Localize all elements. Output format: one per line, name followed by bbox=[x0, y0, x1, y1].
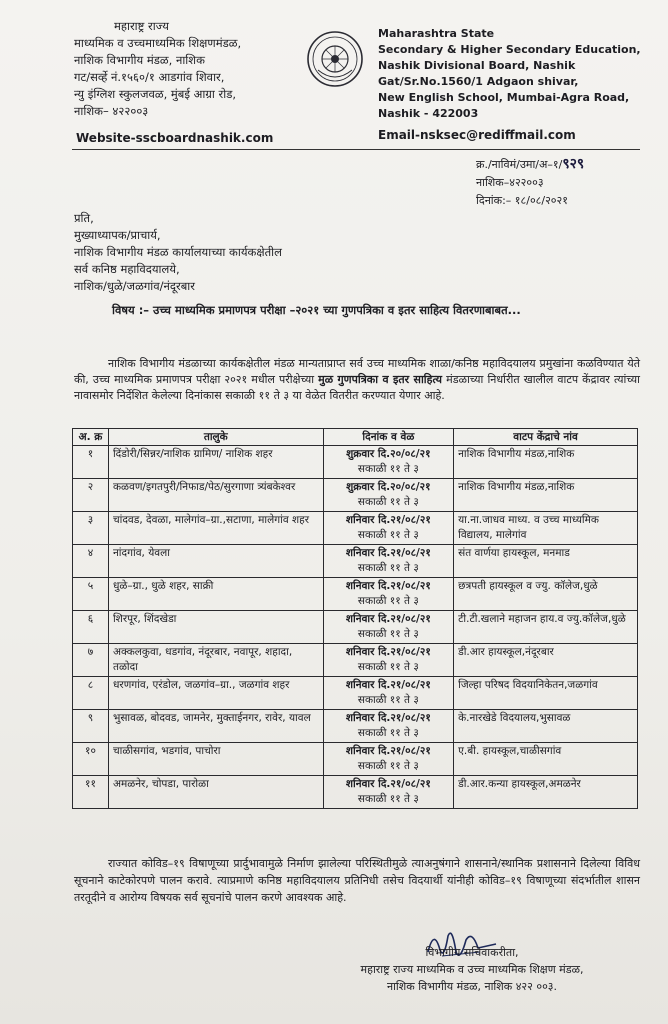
board-seal-icon bbox=[306, 30, 364, 88]
footer-text: राज्यात कोविड–१९ विषाणूच्या प्रार्दुभावामुळे निर्माण झालेल्या परिस्थितीमुळे त्याअनुषंगाने शासनाने/स्थानिक प्रशासनाने दिलेल्या विविध सूचनाने काटेकोरपणे पालन करावे. त्याप्रमाणे कनिष्ठ महाविदयालय प्रतिनिधी तसेच विदयार्थी यांनीही कोविड–१९ विषाणूच्या संदर्भातील शासन तरतूदीने व आरोग्य विषयक सर्व सूचनांचे पालन करणे आवश्यक आहे. bbox=[74, 857, 640, 904]
cell-date-time bbox=[323, 578, 453, 611]
cell-time: सकाळी ११ ते ३ bbox=[357, 760, 419, 772]
cell-serial: ५ bbox=[73, 578, 109, 611]
cell-date-time bbox=[323, 644, 453, 677]
cell-talukas: अमळनेर, चोपडा, पारोळा bbox=[108, 776, 323, 809]
cell-serial: ३ bbox=[73, 512, 109, 545]
cell-center: के.नारखेडे विदयालय,भुसावळ bbox=[454, 710, 638, 743]
signature-line2: महाराष्ट्र राज्य माध्यमिक व उच्च माध्यमिक शिक्षण मंडळ, bbox=[360, 963, 584, 976]
cell-date-time bbox=[323, 479, 453, 512]
cell-center: डी.आर हायस्कूल,नंदूरबार bbox=[454, 644, 638, 677]
cell-talukas: नांदगांव, येवला bbox=[108, 545, 323, 578]
website-link[interactable]: Website-sscboardnashik.com bbox=[76, 131, 274, 145]
cell-talukas: चाळीसगांव, भडगांव, पाचोरा bbox=[108, 743, 323, 776]
cell-time: सकाळी ११ ते ३ bbox=[357, 628, 419, 640]
address-line2-en: New English School, Mumbai-Agra Road, bbox=[378, 91, 630, 104]
cell-serial: १ bbox=[73, 446, 109, 479]
cell-date-time bbox=[323, 512, 453, 545]
addressee-block bbox=[74, 210, 282, 295]
cell-date: शुक्रवार दि.२०/०८/२१ bbox=[346, 481, 431, 493]
cell-center: टी.टी.खलाने महाजन हाय.व ज्यु.कॉलेज,धुळे bbox=[454, 611, 638, 644]
table-row bbox=[73, 776, 638, 809]
table-row bbox=[73, 710, 638, 743]
cell-time: सकाळी ११ ते ३ bbox=[357, 793, 419, 805]
table-row bbox=[73, 512, 638, 545]
cell-serial: ४ bbox=[73, 545, 109, 578]
board-name-mr: माध्यमिक व उच्चमाध्यमिक शिक्षणमंडळ, bbox=[74, 36, 242, 50]
addressee-line1: मुख्याध्यापक/प्राचार्य, bbox=[74, 228, 161, 242]
col-header-center: वाटप केंद्राचे नांव bbox=[454, 429, 638, 446]
reference-number-handwritten: ९२९ bbox=[562, 156, 585, 172]
cell-date-time bbox=[323, 776, 453, 809]
cell-time: सकाळी ११ ते ३ bbox=[357, 463, 419, 475]
cell-date: शुक्रवार दि.२०/०८/२१ bbox=[346, 448, 431, 460]
division-name-en: Nashik Divisional Board, Nashik bbox=[378, 59, 576, 72]
intro-paragraph bbox=[74, 356, 640, 404]
addressee-line4: नाशिक/धुळे/जळगांव/नंदूरबार bbox=[74, 279, 195, 293]
address-line2-mr: न्यु इंग्लिश स्कुलजवळ, मुंबई आग्रा रोड, bbox=[74, 87, 237, 101]
col-header-date: दिनांक व वेळ bbox=[323, 429, 453, 446]
cell-date-time bbox=[323, 743, 453, 776]
letterhead-english bbox=[378, 26, 658, 122]
cell-date: शनिवार दि.२१/०८/२१ bbox=[345, 514, 431, 526]
intro-text-1: नाशिक विभागीय मंडळाच्या कार्यकक्षेतील मंडळ मान्यताप्राप्त सर्व उच्च माध्यमिक शाळा/कनिष्ठ महाविदयालय प्रमुखांना कळविण्यात येते की, उच्च माध्यमिक प्रमाणपत्र परीक्षा २०२१ मधील परीक्षेच्या bbox=[74, 357, 640, 386]
cell-talukas: भुसावळ, बोदवड, जामनेर, मुक्ताईनगर, रावेर, यावल bbox=[108, 710, 323, 743]
address-line1-mr: गट/सर्व्हे नं.१५६०/१ आडगांव शिवार, bbox=[74, 70, 225, 84]
cell-date-time bbox=[323, 677, 453, 710]
addressee-line3: सर्व कनिष्ठ महाविदयालये, bbox=[74, 262, 180, 276]
reference-block bbox=[476, 155, 584, 210]
cell-date-time bbox=[323, 545, 453, 578]
table-row bbox=[73, 677, 638, 710]
signature-block bbox=[302, 944, 642, 995]
reference-date: दिनांक:– १८/०८/२०२१ bbox=[476, 194, 568, 207]
cell-time: सकाळी ११ ते ३ bbox=[357, 562, 419, 574]
cell-talukas: शिरपूर, शिंदखेडा bbox=[108, 611, 323, 644]
cell-center: ए.बी. हायस्कूल,चाळीसगांव bbox=[454, 743, 638, 776]
cell-talukas: धरणगांव, एरंडोल, जळगांव–ग्रा., जळगांव शहर bbox=[108, 677, 323, 710]
table-row bbox=[73, 578, 638, 611]
cell-date: शनिवार दि.२१/०८/२१ bbox=[345, 547, 431, 559]
cell-serial: ९ bbox=[73, 710, 109, 743]
cell-center: डी.आर.कन्या हायस्कूल,अमळनेर bbox=[454, 776, 638, 809]
footer-paragraph bbox=[74, 855, 640, 906]
reference-place: नाशिक–४२२००३ bbox=[476, 176, 544, 189]
distribution-table bbox=[72, 428, 638, 809]
table-row bbox=[73, 446, 638, 479]
cell-time: सकाळी ११ ते ३ bbox=[357, 694, 419, 706]
cell-date-time bbox=[323, 611, 453, 644]
city-en: Nashik - 422003 bbox=[378, 107, 479, 120]
state-name-mr: महाराष्ट्र राज्य bbox=[114, 19, 169, 33]
cell-date: शनिवार दि.२१/०८/२१ bbox=[345, 712, 431, 724]
intro-text-2: मंडळाच्या निर्धारीत खालील वाटप केंद्रावर त्यांच्या नावासमोर निर्देशित केलेल्या दिनांकास सकाळी ११ ते ३ या वेळेत वितरीत करण्यात येणार आहे. bbox=[74, 373, 640, 402]
cell-center: जिल्हा परिषद विदयानिकेतन,जळगांव bbox=[454, 677, 638, 710]
email-link[interactable]: Email-nsksec@rediffmail.com bbox=[378, 128, 576, 142]
cell-center: नाशिक विभागीय मंडळ,नाशिक bbox=[454, 446, 638, 479]
signature-line3: नाशिक विभागीय मंडळ, नाशिक ४२२ ००३. bbox=[386, 980, 558, 993]
reference-number: क्र./नाविमं/उमा/अ–१/ bbox=[476, 158, 563, 171]
cell-date: शनिवार दि.२१/०८/२१ bbox=[345, 646, 431, 658]
table-row bbox=[73, 479, 638, 512]
cell-date: शनिवार दि.२१/०८/२१ bbox=[345, 778, 431, 790]
cell-talukas: दिंडोरी/सिन्नर/नाशिक ग्रामिण/ नाशिक शहर bbox=[108, 446, 323, 479]
cell-talukas: धुळे–ग्रा., धुळे शहर, साक्री bbox=[108, 578, 323, 611]
col-header-serial: अ. क्र bbox=[73, 429, 109, 446]
table-row bbox=[73, 644, 638, 677]
cell-time: सकाळी ११ ते ३ bbox=[357, 595, 419, 607]
cell-center: छत्रपती हायस्कूल व ज्यु. कॉलेज,धुळे bbox=[454, 578, 638, 611]
table-row bbox=[73, 545, 638, 578]
cell-talukas: चांदवड, देवळा, मालेगांव–ग्रा.,सटाणा, मालेगांव शहर bbox=[108, 512, 323, 545]
cell-center: या.ना.जाधव माध्य. व उच्च माध्यमिक विद्यालय, मालेगांव bbox=[454, 512, 638, 545]
cell-time: सकाळी ११ ते ३ bbox=[357, 727, 419, 739]
cell-date-time bbox=[323, 710, 453, 743]
cell-talukas: अक्कलकुवा, धडगांव, नंदूरबार, नवापूर, शहादा, तळोदा bbox=[108, 644, 323, 677]
signature-line1: विभागीय सचिवाकरीता, bbox=[425, 946, 519, 959]
cell-date-time bbox=[323, 446, 453, 479]
col-header-talukas: तालुके bbox=[108, 429, 323, 446]
subject-line: विषय :– उच्च माध्यमिक प्रमाणपत्र परीक्षा –२०२१ च्या गुणपत्रिका व इतर साहित्य वितरणाबाबत... bbox=[112, 303, 521, 317]
letterhead-marathi bbox=[74, 18, 304, 120]
table-body bbox=[73, 446, 638, 809]
state-name-en: Maharashtra State bbox=[378, 27, 495, 40]
cell-date: शनिवार दि.२१/०८/२१ bbox=[345, 613, 431, 625]
intro-text-bold: मुळ गुणपत्रिका व इतर साहित्य bbox=[318, 373, 443, 386]
cell-serial: ६ bbox=[73, 611, 109, 644]
cell-serial: ८ bbox=[73, 677, 109, 710]
table-row bbox=[73, 611, 638, 644]
addressee-to: प्रति, bbox=[74, 211, 94, 225]
cell-serial: ११ bbox=[73, 776, 109, 809]
cell-time: सकाळी ११ ते ३ bbox=[357, 661, 419, 673]
cell-date: शनिवार दि.२१/०८/२१ bbox=[345, 745, 431, 757]
cell-time: सकाळी ११ ते ३ bbox=[357, 496, 419, 508]
address-line1-en: Gat/Sr.No.1560/1 Adgaon shivar, bbox=[378, 75, 579, 88]
board-name-en: Secondary & Higher Secondary Education, bbox=[378, 43, 641, 56]
cell-date: शनिवार दि.२१/०८/२१ bbox=[345, 679, 431, 691]
cell-time: सकाळी ११ ते ३ bbox=[357, 529, 419, 541]
table-row bbox=[73, 743, 638, 776]
header-divider bbox=[72, 149, 640, 150]
cell-talukas: कळवण/इगतपुरी/निफाड/पेठ/सुरगाणा त्र्यंबकेश्वर bbox=[108, 479, 323, 512]
cell-serial: २ bbox=[73, 479, 109, 512]
cell-serial: ७ bbox=[73, 644, 109, 677]
division-name-mr: नाशिक विभागीय मंडळ, नाशिक bbox=[74, 53, 205, 67]
table-header-row bbox=[73, 429, 638, 446]
city-mr: नाशिक– ४२२००३ bbox=[74, 104, 149, 118]
cell-serial: १० bbox=[73, 743, 109, 776]
cell-center: संत वार्णया हायस्कूल, मनमाड bbox=[454, 545, 638, 578]
cell-date: शनिवार दि.२१/०८/२१ bbox=[345, 580, 431, 592]
addressee-line2: नाशिक विभागीय मंडळ कार्यालयाच्या कार्यकक्षेतील bbox=[74, 245, 282, 259]
cell-center: नाशिक विभागीय मंडळ,नाशिक bbox=[454, 479, 638, 512]
